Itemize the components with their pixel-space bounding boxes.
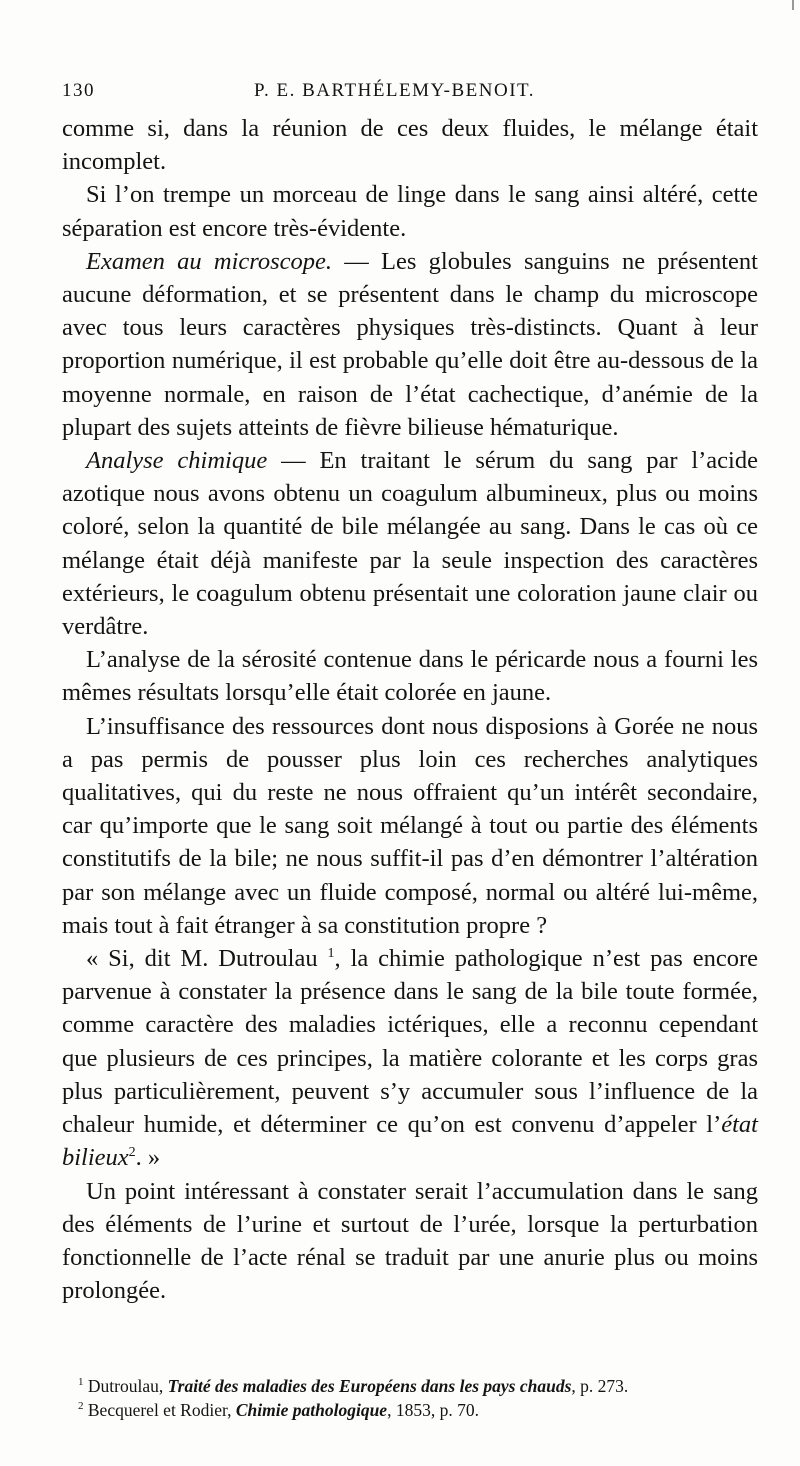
paragraph xyxy=(62,942,758,1174)
italic-text: Examen au microscope. xyxy=(86,247,333,275)
italic-text: Chimie pathologique xyxy=(235,1400,388,1420)
paragraph xyxy=(62,643,758,709)
paragraph xyxy=(62,245,758,444)
footnote xyxy=(62,1374,762,1398)
scan-mark xyxy=(792,0,794,10)
paragraph xyxy=(62,1175,758,1308)
italic-text: Traité des maladies des Européens dans les pays chauds xyxy=(167,1376,572,1396)
footnote-number: 1 xyxy=(78,1376,84,1389)
text-run: « Si, dit M. Dutroulau xyxy=(86,945,328,973)
body-text xyxy=(62,112,758,1307)
footnote-ref: 1 xyxy=(327,945,335,961)
paragraph xyxy=(62,112,758,178)
paragraph xyxy=(62,444,758,643)
text-run: comme si, dans la réunion de ces deux fluides, le mélange était incomplet. xyxy=(62,115,758,176)
text-run: , 1853, p. 70. xyxy=(387,1400,479,1420)
footnote-ref: 2 xyxy=(128,1145,136,1161)
footnote xyxy=(62,1398,762,1422)
footnotes xyxy=(62,1374,762,1422)
text-run: Dutroulau, xyxy=(83,1376,168,1396)
footnote-number: 2 xyxy=(78,1400,84,1413)
page-number: 130 xyxy=(62,80,95,101)
text-run: . » xyxy=(135,1144,161,1172)
running-head-title: P. E. BARTHÉLEMY-BENOIT. xyxy=(254,80,535,101)
text-run: Becquerel et Rodier, xyxy=(83,1400,236,1420)
text-run: , la chimie pathologique n’est pas encore parvenue à constater la présence dans le sang de la bile toute formée, comme caractère des maladies ictériques, elle a reconnu cependant que plusieurs de ces principes, la matière colorante et les corps gras plus particulièrement, peuvent s’y accumuler sous l’influence de la chaleur humide, et déterminer ce qu’on est convenu d’appeler l’ xyxy=(62,945,759,1139)
text-run: Si l’on trempe un morceau de linge dans le sang ainsi altéré, cette séparation est encore très-évidente. xyxy=(62,181,758,242)
paragraph xyxy=(62,178,758,244)
italic-text: état bilieux xyxy=(62,1111,758,1172)
text-run: L’insuffisance des ressources dont nous disposions à Gorée ne nous a pas permis de pousser plus loin ces recherches analytiques qualitatives, qui du reste ne nous offraient qu’un intérêt secondaire, car qu’importe que le sang soit mélangé à tout ou partie des éléments constitutifs de la bile; ne nous suffit-il pas d’en démontrer l’altération par son mélange avec un fluide composé, normal ou altéré lui-même, mais tout à fait étranger à sa constitution propre ? xyxy=(62,712,758,939)
text-run: L’analyse de la sérosité contenue dans le péricarde nous a fourni les mêmes résultats lorsqu’elle était colorée en jaune. xyxy=(62,646,758,707)
running-header xyxy=(62,80,762,106)
text-run: — Les globules sanguins ne présentent aucune déformation, et se présentent dans le champ du microscope avec tous leurs caractères physiques très-distincts. Quant à leur proportion numérique, il est probable qu’elle doit être au-dessous de la moyenne normale, en raison de l’état cachectique, d’anémie de la plupart des sujets atteints de fièvre bilieuse hématurique. xyxy=(62,247,758,441)
paragraph xyxy=(62,710,758,942)
text-run: , p. 273. xyxy=(571,1376,629,1396)
italic-text: Analyse chimique xyxy=(86,447,268,475)
text-run: Un point intéressant à constater serait l’accumulation dans le sang des éléments de l’urine et surtout de l’urée, lorsque la perturbation fonctionnelle de l’acte rénal se traduit par une anurie plus ou moins prolongée. xyxy=(62,1177,758,1305)
text-run: — En traitant le sérum du sang par l’acide azotique nous avons obtenu un coagulum albumineux, plus ou moins coloré, selon la quantité de bile mélangée au sang. Dans le cas où ce mélange était déjà manifeste par la seule inspection des caractères extérieurs, le coagulum obtenu présentait une coloration jaune clair ou verdâtre. xyxy=(62,447,758,641)
